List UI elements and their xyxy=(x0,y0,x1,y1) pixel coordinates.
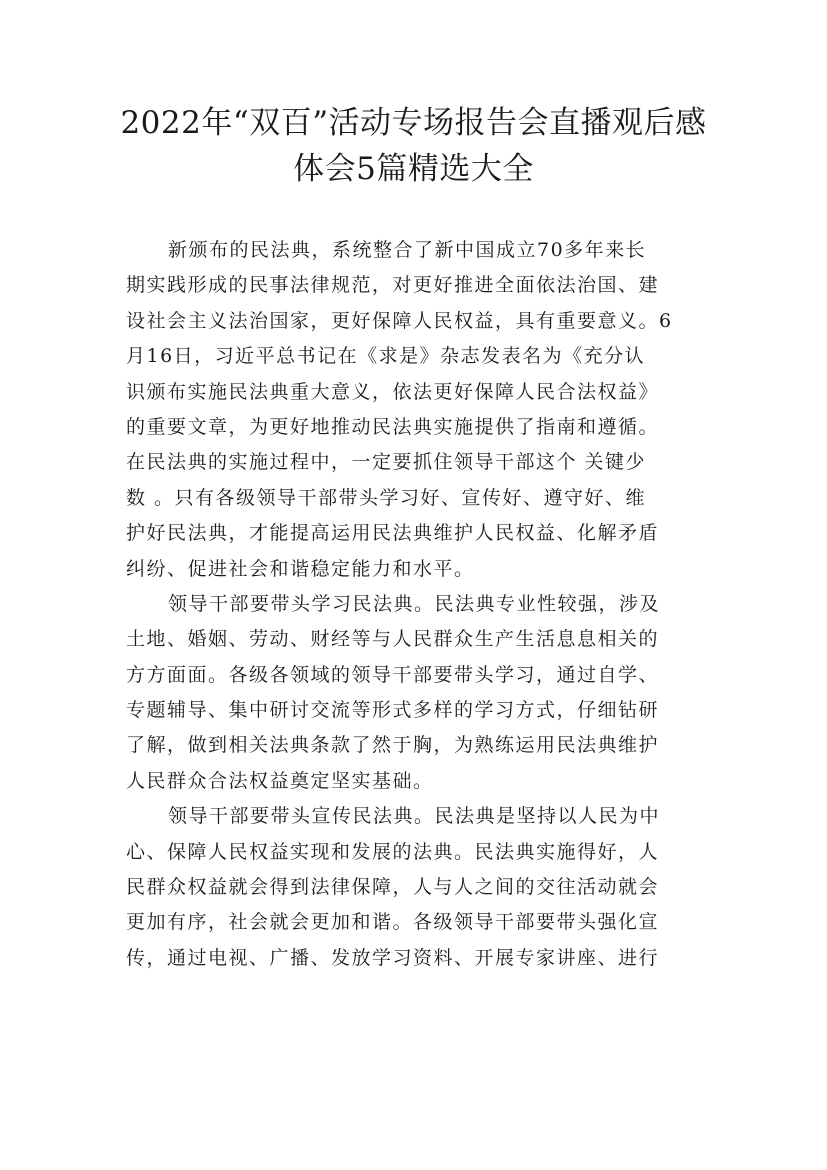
title-line-2: 体会5篇精选大全 xyxy=(293,151,534,187)
paragraph-1-line-1: 新颁布的民法典，系统整合了新中国成立70多年来长 xyxy=(168,239,647,261)
paragraph-1-line-7: 在民法典的实施过程中，一定要抓住领导干部这个 关键少 xyxy=(126,451,647,474)
title-line-1: 2022年“双百”活动专场报告会直播观后感 xyxy=(120,105,707,141)
paragraph-3-line-4: 更加有序，社会就会更加和谐。各级领导干部要带头强化宣 xyxy=(126,911,660,934)
paragraph-1-line-4: 月16日，习近平总书记在《求是》杂志发表名为《充分认 xyxy=(126,345,646,368)
paragraph-1-line-2: 期实践形成的民事法律规范，对更好推进全面依法治国、建 xyxy=(126,274,660,297)
paragraph-3-line-2: 心、保障人民权益实现和发展的法典。民法典实施得好，人 xyxy=(126,840,660,863)
paragraph-3-line-1: 领导干部要带头宣传民法典。民法典是坚持以人民为中 xyxy=(168,805,661,828)
paragraph-2-line-6: 人民群众合法权益奠定坚实基础。 xyxy=(126,769,434,792)
paragraph-1-line-3: 设社会主义法治国家，更好保障人民权益，具有重要意义。6 xyxy=(126,309,673,332)
paragraph-2-line-5: 了解，做到相关法典条款了然于胸，为熟练运用民法典维护 xyxy=(126,734,660,757)
paragraph-2-line-1: 领导干部要带头学习民法典。民法典专业性较强，涉及 xyxy=(168,592,661,615)
paragraph-3-line-5: 传，通过电视、广播、发放学习资料、开展专家讲座、进行 xyxy=(126,946,660,969)
paragraph-1-line-6: 的重要文章，为更好地推动民法典实施提供了指南和遵循。 xyxy=(126,415,660,438)
paragraph-3-line-3: 民群众权益就会得到法律保障，人与人之间的交往活动就会 xyxy=(126,876,660,899)
paragraph-1-line-9: 护好民法典，才能提高运用民法典维护人民权益、化解矛盾 xyxy=(126,522,660,545)
document-title xyxy=(100,100,727,192)
paragraph-2-line-3: 方方面面。各级各领域的领导干部要带头学习，通过自学、 xyxy=(126,663,660,686)
paragraph-1-line-10: 纠纷、促进社会和谐稳定能力和水平。 xyxy=(126,557,475,580)
document-body xyxy=(126,233,704,976)
paragraph-1-line-8: 数 。只有各级领导干部带头学习好、宣传好、遵守好、维 xyxy=(126,486,647,509)
paragraph-2-line-2: 土地、婚姻、劳动、财经等与人民群众生产生活息息相关的 xyxy=(126,628,660,651)
paragraph-1-line-5: 识颁布实施民法典重大意义，依法更好保障人民合法权益》 xyxy=(126,380,660,403)
paragraph-2-line-4: 专题辅导、集中研讨交流等形式多样的学习方式，仔细钻研 xyxy=(126,699,660,722)
